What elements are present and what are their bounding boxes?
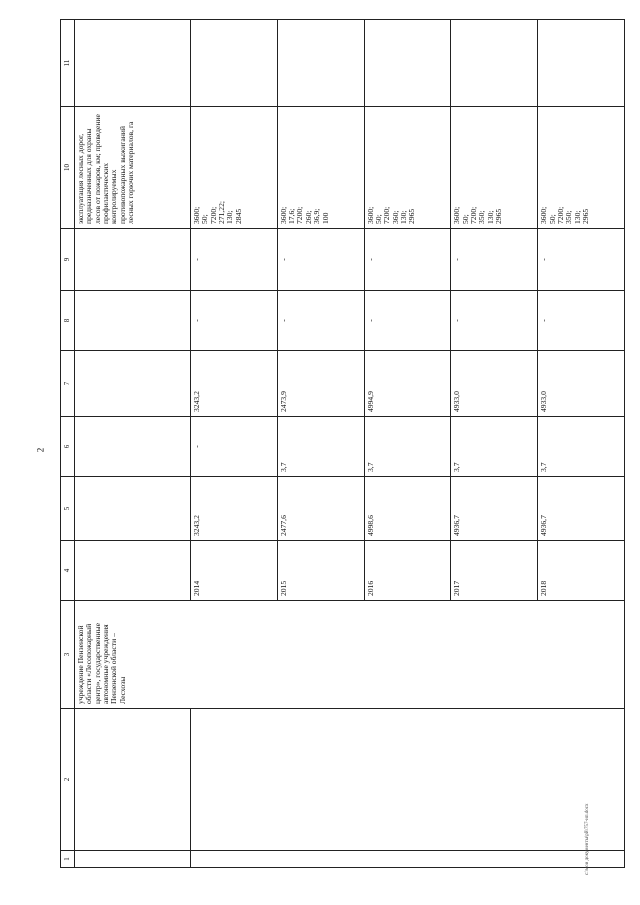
value-cell: -	[538, 291, 625, 351]
indicator-value: 2965	[494, 208, 504, 224]
col-num-5: 5	[61, 477, 75, 541]
indicator-value: 130;	[572, 210, 582, 224]
indicator-value: 350;	[564, 210, 574, 224]
value-cell: 3,7	[364, 417, 451, 477]
value-cell: 3,7	[451, 417, 538, 477]
indicator-value: 50;	[200, 214, 210, 224]
value-cell: -	[451, 229, 538, 291]
indicator-value: 7200;	[208, 206, 218, 224]
indicator-cell	[538, 107, 625, 229]
year-cell: 2014	[191, 541, 278, 601]
cell-col7-empty	[75, 351, 191, 417]
indicator-value: 50;	[547, 214, 557, 224]
indicator-value: 50;	[460, 214, 470, 224]
col-num-2: 2	[61, 709, 75, 851]
cell-col11	[191, 20, 278, 107]
indicator-value: 271,22;	[217, 201, 227, 224]
indicator-value: 350;	[477, 210, 487, 224]
indicator-cell	[277, 107, 364, 229]
indicator-cell	[191, 107, 278, 229]
year-cell: 2017	[451, 541, 538, 601]
col-num-1: 1	[61, 851, 75, 868]
value-cell: 4998,6	[364, 477, 451, 541]
indicator-value: 100	[320, 212, 330, 224]
value-cell: 4933,0	[451, 351, 538, 417]
col-num-10: 10	[61, 107, 75, 229]
table-row	[191, 20, 278, 868]
value-cell: -	[191, 417, 278, 477]
indicator-value: 2965	[580, 208, 590, 224]
cell-col11	[277, 20, 364, 107]
page-number: 2	[35, 447, 46, 453]
indicator-cell	[451, 107, 538, 229]
cell-col11	[538, 20, 625, 107]
col-num-8: 8	[61, 291, 75, 351]
col-num-7: 7	[61, 351, 75, 417]
column-number-row	[61, 20, 75, 868]
indicator-value: 7200;	[469, 206, 479, 224]
value-cell: -	[538, 229, 625, 291]
value-cell: 2477,6	[277, 477, 364, 541]
value-cell: 3,7	[538, 417, 625, 477]
indicator-value: 7200;	[295, 206, 305, 224]
cell-col8-empty	[75, 291, 191, 351]
indicator-value: 130;	[398, 210, 408, 224]
indicator-value: 3600;	[539, 206, 549, 224]
cell-col1-body	[191, 851, 625, 868]
indicator-value: 50;	[373, 214, 383, 224]
cell-col9-empty	[75, 229, 191, 291]
year-cell: 2018	[538, 541, 625, 601]
indicator-value: 2965	[407, 208, 417, 224]
value-cell: -	[364, 229, 451, 291]
col-num-9: 9	[61, 229, 75, 291]
cell-col11-empty	[75, 20, 191, 107]
indicator-value: 3600;	[192, 206, 201, 224]
value-cell: -	[277, 291, 364, 351]
value-cell: -	[451, 291, 538, 351]
value-cell: -	[191, 291, 278, 351]
indicator-value: 3600;	[452, 206, 462, 224]
rotated-sheet	[60, 20, 625, 868]
indicator-value: 7200;	[382, 206, 392, 224]
measure-cell: эксплуатация лесных дорог, предназначенных для охраны лесов от пожаров, км; проведение профилактических контролируемых противопожарных выжиганий лесных горючих материалов, га	[75, 107, 191, 229]
indicator-value: 360;	[390, 210, 400, 224]
indicator-value: 3600;	[278, 206, 288, 224]
value-cell: 4933,0	[538, 351, 625, 417]
table-container	[60, 20, 625, 868]
program-table	[60, 19, 625, 868]
col-num-4: 4	[61, 541, 75, 601]
indicator-value: 130;	[225, 210, 235, 224]
cell-col11	[451, 20, 538, 107]
value-cell: 3243,2	[191, 477, 278, 541]
indicator-value: 7200;	[555, 206, 565, 224]
footer-file-path: c:\мои документы\рй\757-ип.docx	[585, 803, 590, 875]
header-text-row	[75, 20, 191, 868]
value-cell: -	[277, 229, 364, 291]
indicator-value: 130;	[485, 210, 495, 224]
cell-col1-empty	[75, 851, 191, 868]
cell-col2-empty	[75, 709, 191, 851]
indicator-value: 260;	[303, 210, 313, 224]
year-cell: 2015	[277, 541, 364, 601]
cell-col11	[364, 20, 451, 107]
indicator-value: 17,6;	[287, 208, 297, 224]
value-cell: 3,7	[277, 417, 364, 477]
value-cell: -	[364, 291, 451, 351]
year-cell: 2016	[364, 541, 451, 601]
value-cell: 4994,9	[364, 351, 451, 417]
value-cell: 4936,7	[538, 477, 625, 541]
value-cell: -	[191, 229, 278, 291]
indicator-value: 3600;	[365, 206, 375, 224]
cell-col6-empty	[75, 417, 191, 477]
col-num-11: 11	[61, 20, 75, 107]
value-cell: 4936,7	[451, 477, 538, 541]
col-num-6: 6	[61, 417, 75, 477]
executor-cell: учреждение Пензенской области «Лесопожарный центр», государственные автономные учреждения Пензенской области – Лесхозы	[75, 601, 625, 709]
indicator-value: 2845	[233, 208, 243, 224]
indicator-value: 36,9;	[312, 208, 322, 224]
value-cell: 3243,2	[191, 351, 278, 417]
indicator-cell	[364, 107, 451, 229]
cell-col5-empty	[75, 477, 191, 541]
cell-col4-empty	[75, 541, 191, 601]
col-num-3: 3	[61, 601, 75, 709]
value-cell: 2473,9	[277, 351, 364, 417]
cell-col2-body	[191, 709, 625, 851]
